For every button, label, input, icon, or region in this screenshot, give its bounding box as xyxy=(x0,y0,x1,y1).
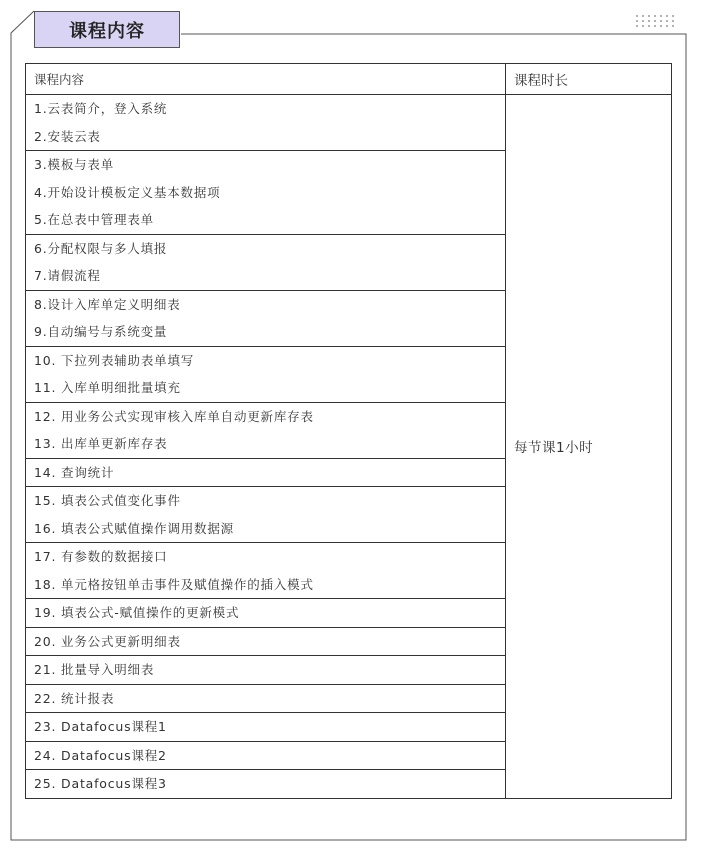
table-header-row xyxy=(26,64,672,95)
section-title: 课程内容 xyxy=(69,20,145,42)
duration-cell xyxy=(506,95,672,799)
course-group-cell xyxy=(26,656,506,685)
dot xyxy=(648,20,650,22)
dot xyxy=(636,15,638,17)
course-item: 3.模板与表单 xyxy=(34,157,115,172)
dot xyxy=(672,20,674,22)
course-item: 20. 业务公式更新明细表 xyxy=(34,633,181,649)
course-item: 7.请假流程 xyxy=(34,268,101,283)
dot xyxy=(666,20,668,22)
course-item: 16. 填表公式赋值操作调用数据源 xyxy=(34,520,234,536)
dot xyxy=(660,25,662,27)
course-item: 23. Datafocus课程1 xyxy=(34,719,167,734)
dot xyxy=(642,15,644,17)
course-item: 8.设计入库单定义明细表 xyxy=(34,296,181,312)
course-item: 18. 单元格按钮单击事件及赋值操作的插入模式 xyxy=(34,576,314,592)
table-right-border xyxy=(671,93,672,791)
course-item: 14. 查询统计 xyxy=(34,464,115,480)
course-table xyxy=(25,63,672,799)
dot xyxy=(666,15,668,17)
dot xyxy=(636,25,638,27)
course-item: 13. 出库单更新库存表 xyxy=(34,436,168,451)
course-item: 4.开始设计模板定义基本数据项 xyxy=(34,184,221,200)
dot xyxy=(654,15,656,17)
course-group-cell xyxy=(26,151,506,235)
course-group-cell xyxy=(26,234,506,290)
course-group-cell xyxy=(26,713,506,742)
table-row xyxy=(26,95,672,151)
course-table-body xyxy=(26,95,672,799)
dot xyxy=(654,25,656,27)
header-course-duration: 课程时长 xyxy=(506,64,672,95)
dot xyxy=(672,25,674,27)
course-item: 6.分配权限与多人填报 xyxy=(34,240,168,256)
course-item: 24. Datafocus课程2 xyxy=(34,747,167,763)
course-item: 17. 有参数的数据接口 xyxy=(34,549,168,564)
section-title-tab xyxy=(34,11,180,48)
course-item: 21. 批量导入明细表 xyxy=(34,662,155,677)
course-item: 25. Datafocus课程3 xyxy=(34,776,167,791)
dot xyxy=(648,15,650,17)
course-group-cell xyxy=(26,402,506,458)
course-group-cell xyxy=(26,770,506,799)
course-group-cell xyxy=(26,627,506,656)
dot xyxy=(648,25,650,27)
header-course-content: 课程内容 xyxy=(26,64,506,95)
dot xyxy=(642,25,644,27)
course-item: 12. 用业务公式实现审核入库单自动更新库存表 xyxy=(34,408,314,424)
dot xyxy=(660,15,662,17)
course-item: 2.安装云表 xyxy=(34,128,101,144)
course-item: 1.云表简介，登入系统 xyxy=(34,101,168,116)
course-group-cell xyxy=(26,290,506,346)
dot xyxy=(636,20,638,22)
course-item: 9.自动编号与系统变量 xyxy=(34,324,168,339)
course-item: 15. 填表公式值变化事件 xyxy=(34,493,181,508)
course-item: 19. 填表公式-赋值操作的更新模式 xyxy=(34,605,240,620)
course-item: 22. 统计报表 xyxy=(34,690,115,706)
course-group-cell xyxy=(26,684,506,713)
dot xyxy=(666,25,668,27)
course-group-cell xyxy=(26,543,506,599)
course-item: 11. 入库单明细批量填充 xyxy=(34,380,181,395)
decorative-dots-icon xyxy=(636,15,678,31)
course-group-cell xyxy=(26,346,506,402)
course-group-cell xyxy=(26,458,506,487)
dot xyxy=(642,20,644,22)
course-group-cell xyxy=(26,487,506,543)
dot xyxy=(660,20,662,22)
dot xyxy=(672,15,674,17)
dot xyxy=(654,20,656,22)
course-group-cell xyxy=(26,599,506,628)
duration-value: 每节课1小时 xyxy=(514,440,594,457)
course-item: 5.在总表中管理表单 xyxy=(34,212,154,227)
course-item: 10. 下拉列表辅助表单填写 xyxy=(34,352,195,368)
course-group-cell xyxy=(26,741,506,770)
course-group-cell xyxy=(26,95,506,151)
